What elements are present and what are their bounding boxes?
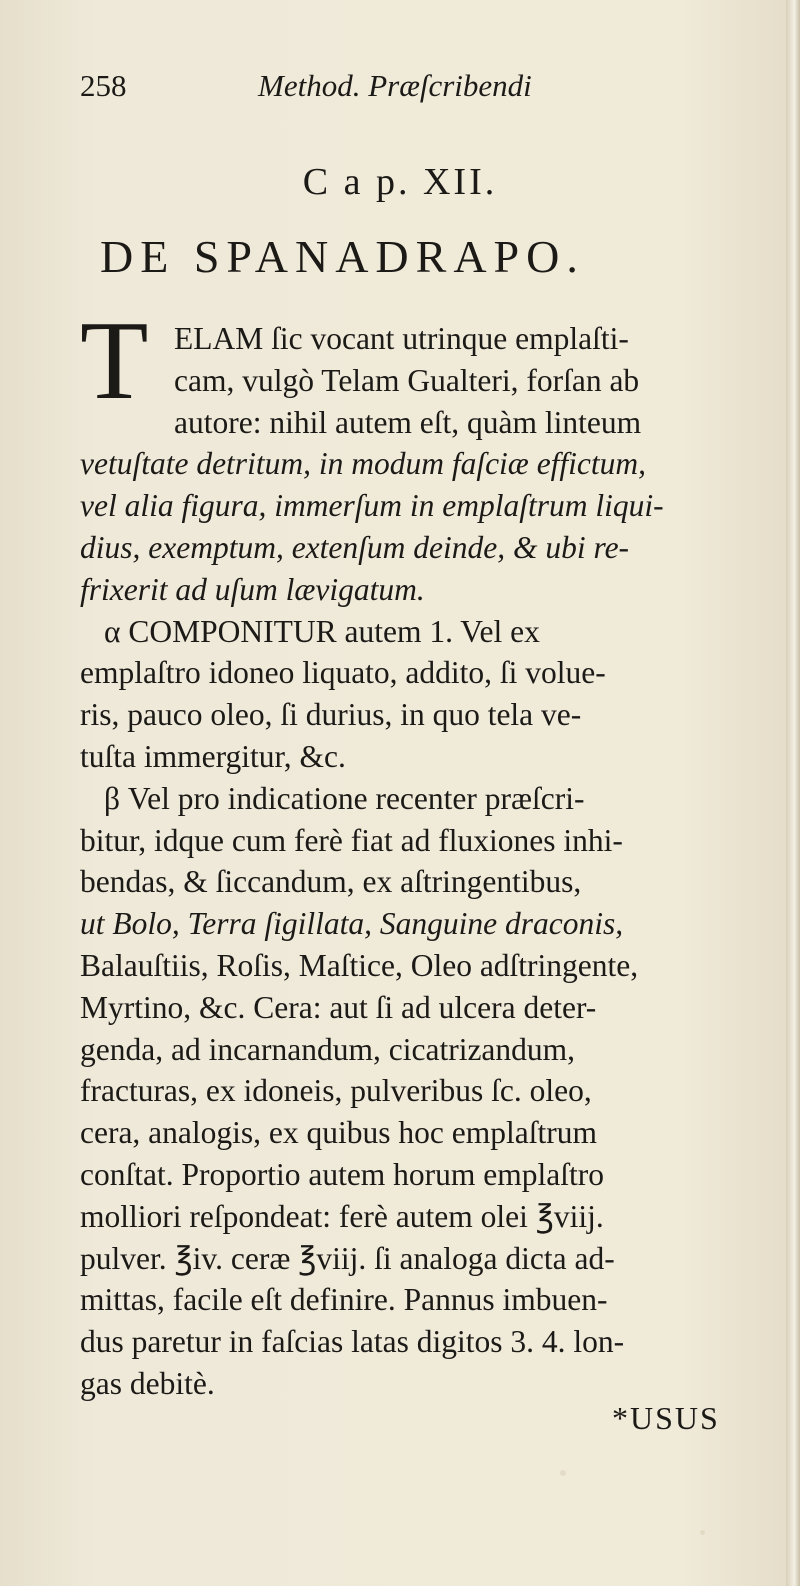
text-line: β Vel pro indicatione recenter præſcri-	[104, 780, 585, 816]
running-head	[80, 68, 640, 108]
chapter-number: C a p. XII.	[302, 161, 498, 203]
text-line: cam, vulgò Telam Gualteri, forſan ab	[174, 362, 640, 398]
text-line: vetuſtate detritum, in modum faſciæ effictum,	[80, 446, 647, 482]
paper-spot	[700, 1530, 705, 1535]
text-line: genda, ad incarnandum, cicatrizandum,	[80, 1031, 576, 1067]
text-line: Myrtino, &c. Cera: aut ſi ad ulcera deter-	[80, 989, 597, 1025]
text-line: pulver. ℥iv. ceræ ℥viij. ſi analoga dicta ad-	[80, 1240, 615, 1276]
text-line: emplaſtro idoneo liquato, addito, ſi volue-	[80, 655, 606, 691]
text-line: Balauſtiis, Roſis, Maſtice, Oleo adſtringente,	[80, 947, 639, 983]
text-line: conſtat. Proportio autem horum emplaſtro	[80, 1156, 605, 1192]
text-line: vel alia figura, immerſum in emplaſtrum liqui-	[80, 488, 664, 524]
text-line: fracturas, ex idoneis, pulveribus ſc. oleo,	[80, 1073, 592, 1109]
text-line: ris, pauco oleo, ſi durius, in quo tela ve-	[80, 697, 582, 733]
body-text	[80, 299, 760, 1405]
text-line: α COMPONITUR autem 1. Vel ex	[104, 613, 540, 649]
text-line: dus paretur in faſcias latas digitos 3. 4. lon-	[80, 1324, 625, 1360]
text-line: mittas, facile eſt definire. Pannus imbuen-	[80, 1282, 608, 1318]
text-line: ut Bolo, Terra ſigillata, Sanguine draconis,	[80, 906, 624, 942]
chapter-title: DE SPANADRAPO.	[100, 231, 585, 282]
text-line: bitur, idque cum ferè fiat ad fluxiones inhi-	[80, 822, 623, 858]
text-line: bendas, & ſiccandum, ex aſtringentibus,	[80, 864, 582, 900]
text-line: molliori reſpondeat: ferè autem olei ℥viij.	[80, 1198, 604, 1234]
text-line: tuſta immergitur, &c.	[80, 738, 346, 774]
text-line: cera, analogis, ex quibus hoc emplaſtrum	[80, 1115, 597, 1151]
running-title: Method. Præſcribendi	[258, 68, 532, 103]
text-line: frixerit ad uſum lævigatum.	[80, 571, 425, 607]
catchword: *USUS	[612, 1400, 720, 1436]
text-line: dius, exemptum, extenſum deinde, & ubi re-	[80, 529, 630, 565]
text-line: ELAM ſic vocant utrinque emplaſti-	[174, 321, 629, 356]
paper-spot	[560, 1470, 566, 1476]
drop-cap: T	[80, 299, 149, 423]
text-line: autore: nihil autem eſt, quàm linteum	[174, 404, 642, 440]
page-number: 258	[80, 68, 127, 103]
page-edge	[786, 0, 800, 1586]
text-line: gas debitè.	[80, 1365, 215, 1401]
